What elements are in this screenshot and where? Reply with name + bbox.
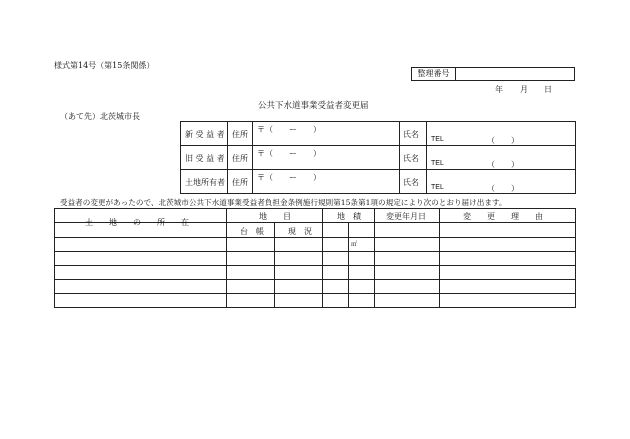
parties-table — [180, 121, 576, 194]
party-address-label: 住所 — [232, 154, 248, 163]
area-unit: ㎡ — [351, 241, 358, 248]
header-change-date: 変更年月日 — [386, 212, 426, 221]
header-area: 地 積 — [337, 212, 361, 221]
party-tel-paren[interactable]: （ ） — [487, 136, 519, 145]
party-tel-label: TEL — [431, 136, 444, 143]
party-name-label: 氏名 — [403, 178, 419, 187]
party-postal[interactable]: 〒（ ー ） — [257, 173, 321, 182]
party-role-landowner: 土地所有者 — [185, 178, 225, 187]
land-table — [54, 208, 576, 308]
party-postal[interactable]: 〒（ ー ） — [257, 149, 321, 158]
party-tel-label: TEL — [431, 160, 444, 167]
party-name-label: 氏名 — [403, 130, 419, 139]
header-location: 土 地 の 所 在 — [85, 218, 189, 227]
reference-number-label: 整理番号 — [412, 68, 456, 80]
subheader-current: 現 況 — [288, 227, 312, 236]
party-role-old: 旧 受 益 者 — [185, 154, 225, 163]
party-postal[interactable]: 〒（ ー ） — [257, 125, 321, 134]
date-year: 年 — [495, 85, 503, 94]
document-title: 公共下水道事業受益者変更届 — [258, 101, 369, 111]
subheader-register: 台 帳 — [240, 227, 264, 236]
date-month: 月 — [520, 85, 528, 94]
reference-number-field[interactable] — [456, 68, 574, 80]
party-address-label: 住所 — [232, 130, 248, 139]
party-tel-paren[interactable]: （ ） — [487, 160, 519, 169]
party-tel-label: TEL — [431, 184, 444, 191]
addressee: （あて先）北茨城市長 — [60, 112, 140, 121]
statement-text: 受益者の変更があったので、北茨城市公共下水道事業受益者負担金条例施行規則第15条第1項の規定により次のとおり届け出ます。 — [60, 198, 507, 207]
party-address-label: 住所 — [232, 178, 248, 187]
form-number: 様式第14号（第15条関係） — [54, 61, 155, 70]
party-tel-paren[interactable]: （ ） — [487, 184, 519, 193]
header-reason: 変 更 理 由 — [463, 212, 543, 221]
party-name-label: 氏名 — [403, 154, 419, 163]
reference-number-box — [411, 67, 575, 81]
date-day: 日 — [544, 85, 552, 94]
party-role-new: 新 受 益 者 — [185, 130, 225, 139]
header-land-category: 地 目 — [259, 212, 291, 221]
